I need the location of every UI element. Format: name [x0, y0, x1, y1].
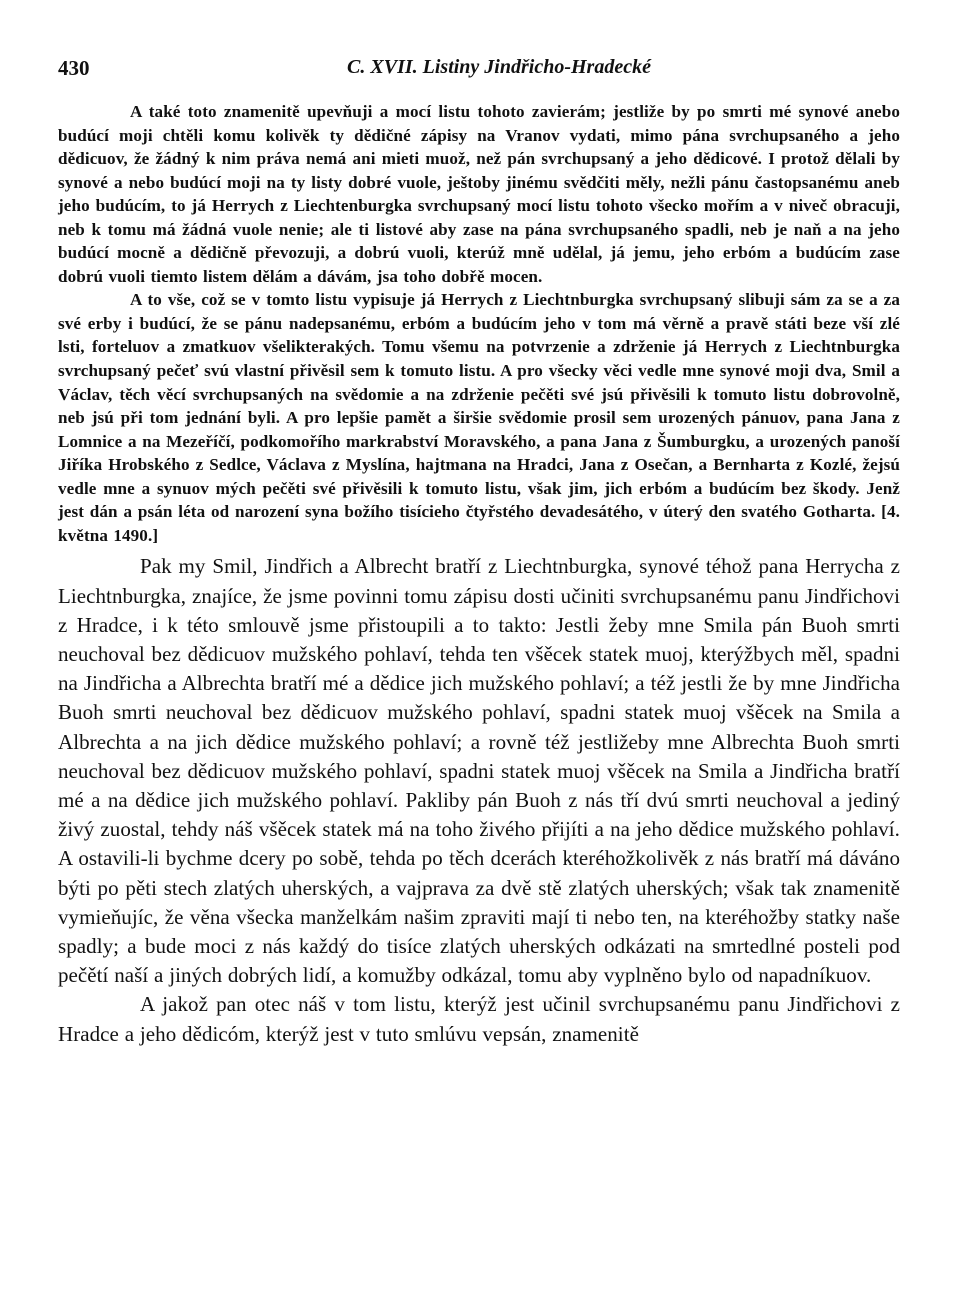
paragraph: A jakož pan otec náš v tom listu, kterýž jest učinil svrchupsanému panu Jindřichovi z Hradce a jeho dědicóm, kterýž jest v tuto smlúvu vepsán, znamenitě: [58, 992, 900, 1046]
page-header: [58, 56, 900, 86]
page-number: 430: [58, 56, 90, 80]
main-text-block: [58, 552, 900, 1048]
paragraph: A to vše, což se v tomto listu vypisuje já Herrych z Liechtnburgka svrchupsaný slibuji sám za se a za své erby i budúcí, že se pánu nadepsanému, erbóm a budúcím jeho v tom má věrně a pravě státi beze vší zlé lsti, forteluov a zmatkuov všelikterakých. Tomu všemu na potvrzenie a zdrženie já Herrych z Liechtnburgka svrchupsaný pečeť svú vlastní přivěsil sem k tomuto listu. A pro všecky věci vedle mne synové moji dva, Smil a Václav, těch věcí svrchupsaných na svědomie a na zdrženie pečěti své jsú přivěsili k tomuto listu dobrovolně, neb jsú při tom jednání byli. A pro lepšie pamět a širšie svědomie prosil sem urozených pánuov, pana Jana z Lomnice a na Mezeříčí, podkomořího markrabství Moravského, a pana Jana z Šumburgku, a urozených panoší Jiříka Hrobského z Sedlce, Václava z Myslína, hajtmana na Hradci, Jana z Osečan, a Bernharta z Kozlé, žejsú vedle mne a synuov mých pečěti své přivěsili k tomuto listu, však jim, jich erbóm a budúcím bez škody. Jenž jest dán a psán léta od narození syna božího tisícieho čtyřstého devadesátého, v úterý den svatého Gotharta. [4. května 1490.]: [58, 290, 900, 545]
paragraph: Pak my Smil, Jindřich a Albrecht bratří z Liechtnburgka, synové téhož pana Herrycha z Liechtnburgka, znajíce, že jsme povinni tomu zápisu dosti učiniti svrchupsanému panu Jindřichovi z Hradce, i k této smlouvě jsme přistoupili a to takto: Jestli žeby mne Smila pán Buoh smrti neuchoval bez dědicuov mužského pohlaví, tehda ten všěcek statek muoj, kterýžbych měl, spadni na Jindřicha a Albrechta bratří mé a dědice jich mužského pohlaví; a též jestli že by mne Jindřicha Buoh smrti neuchoval bez dědicuov mužského pohlaví, spadni statek muoj všěcek na Smila a Albrechta a na jich dědice mužského pohlaví; a rovně též jestližeby mne Albrechta Buoh smrti neuchoval bez dědicuov mužského pohlaví, spadni statek muoj všěcek na Smila a Jindřicha bratří mé a na dědice jich mužského pohlaví. Pakliby pán Buoh z nás tří dvú smrti neuchoval a jediný živý zuostal, tehdy náš všěcek statek má na toho živého přijíti a na jeho dědice mužského pohlaví. A ostavili-li bychme dcery po sobě, tehda po těch dcerách kteréhožkolivěk z nás bratří má dáváno býti po pěti stech zlatých uherských, a vajprava za dvě stě zlatých uherských; však tak znamenitě vymieňujíc, že věna všecka manželkám našim zpraviti mají ti nebo ten, na kteréhožby statky naše spadly; a bude moci z nás každý do tisíce zlatých uherských odkázati na smrtedlné posteli pod pečětí naší a jiných dobrých lidí, a komužby odkázal, tomu aby vyplněno bylo od napadníkuov.: [58, 554, 900, 988]
running-title: C. XVII. Listiny Jindřicho-Hradecké: [347, 56, 651, 78]
paragraph: A také toto znamenitě upevňuji a mocí listu tohoto zavierám; jestliže by po smrti mé synové anebo budúcí moji chtěli komu kolivěk ty dědičné zápisy na Vranov vydati, mimo pána svrchupsaného a jeho dědicuov, že žádný k nim práva nemá ani mieti muož, než pán svrchupsaný a jeho dědicové. I protož dělali by synové a nebo budúcí moji na ty listy dobré vuole, ještoby jinému svědčiti měly, nežli pánu častopsanému aneb jeho budúcím, to já Herrych z Liechtenburgka svrchupsaný mocí listu tohoto všecko mořím a v niveč obracuji, neb k tomu má žádná vuole nenie; ale ti listové aby zase na pána svrchupsaného spadli, neb je naň a na jeho budúcí mocně a dědičně převozuji, a dobrú vuoli, kterúž mně udělal, já jemu, jeho erbóm a budúcím zase dobrú vuoli tiemto listem dělám a dávám, jsa toho dobřě mocen.: [58, 102, 900, 286]
page-body: [58, 100, 900, 1049]
charter-text-block: [58, 100, 900, 547]
